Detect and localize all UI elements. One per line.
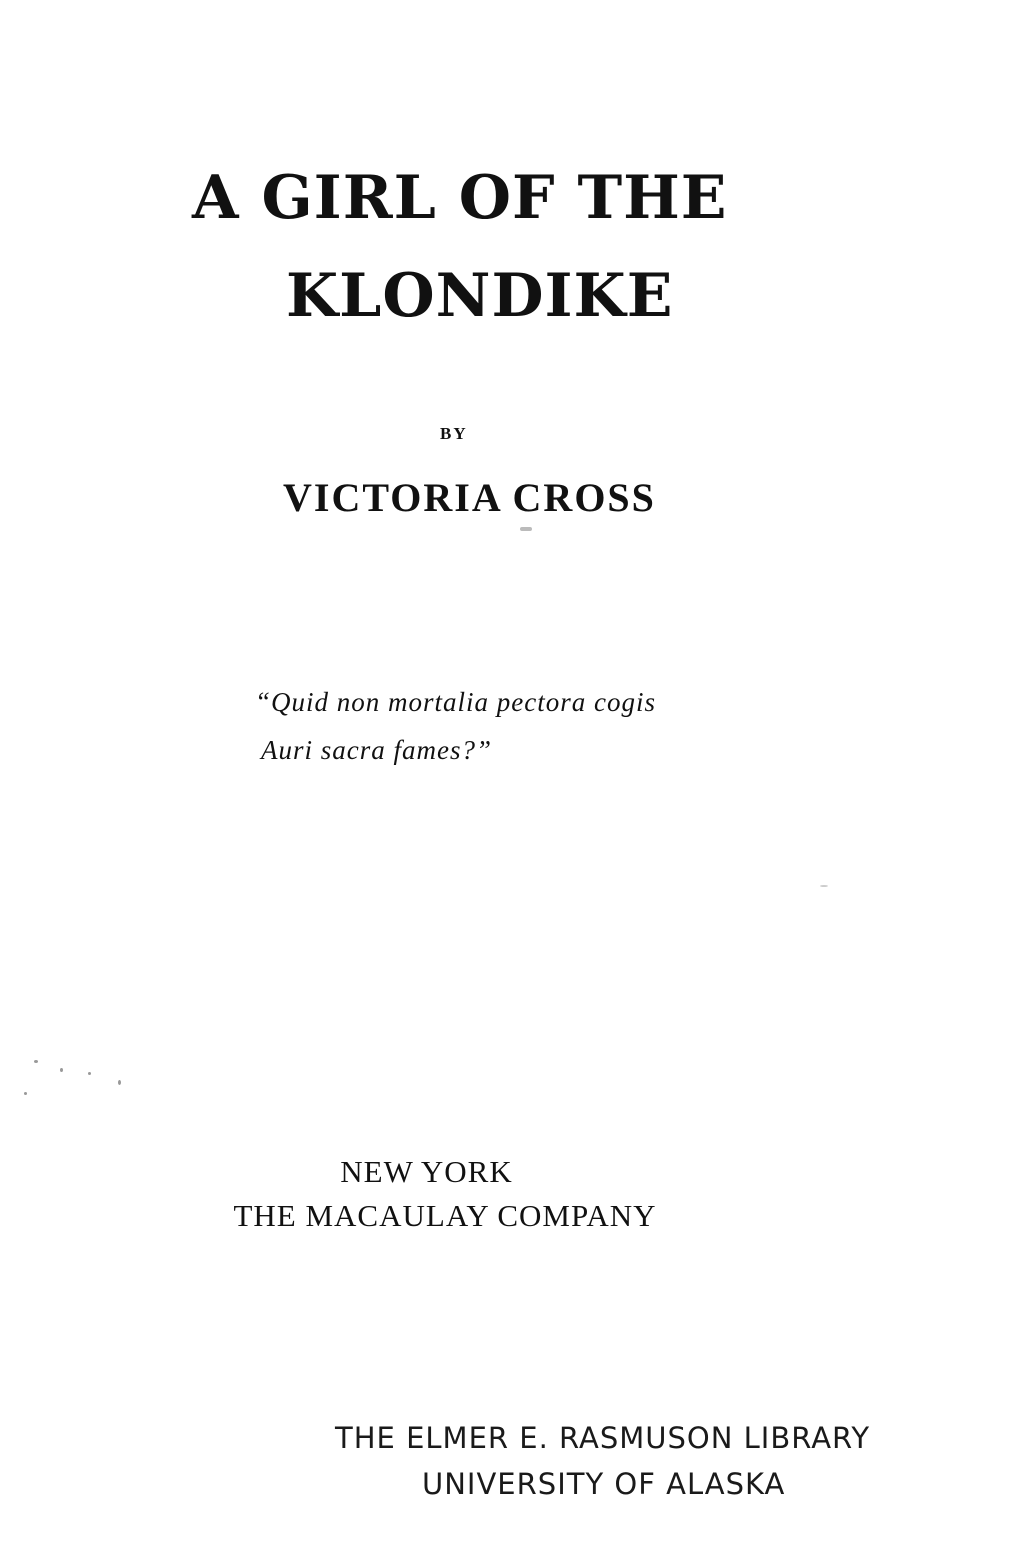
- byline: BY: [440, 424, 468, 443]
- epigraph-line-2: Auri sacra fames?”: [261, 735, 493, 765]
- imprint-city: NEW YORK: [340, 1154, 513, 1189]
- scan-speck: [88, 1072, 91, 1075]
- scan-speck: [34, 1060, 38, 1063]
- library-stamp-line-1: THE ELMER E. RASMUSON LIBRARY: [335, 1421, 871, 1455]
- imprint-publisher: THE MACAULAY COMPANY: [233, 1198, 657, 1233]
- book-title-line-1: A GIRL OF THE: [192, 163, 728, 233]
- library-stamp: [335, 1415, 870, 1507]
- author-name: VICTORIA CROSS: [283, 475, 656, 520]
- book-title-line-2: KLONDIKE: [286, 261, 674, 331]
- scan-speck: [118, 1080, 121, 1085]
- epigraph: [255, 678, 656, 774]
- scan-speck: [24, 1092, 27, 1095]
- epigraph-line-1: “Quid non mortalia pectora cogis: [255, 687, 656, 717]
- publisher-imprint: [200, 1150, 700, 1238]
- library-stamp-line-2: UNIVERSITY OF ALASKA: [422, 1467, 786, 1501]
- scan-speck: [520, 527, 532, 531]
- scan-speck: [820, 885, 828, 887]
- scan-speck: [60, 1068, 63, 1072]
